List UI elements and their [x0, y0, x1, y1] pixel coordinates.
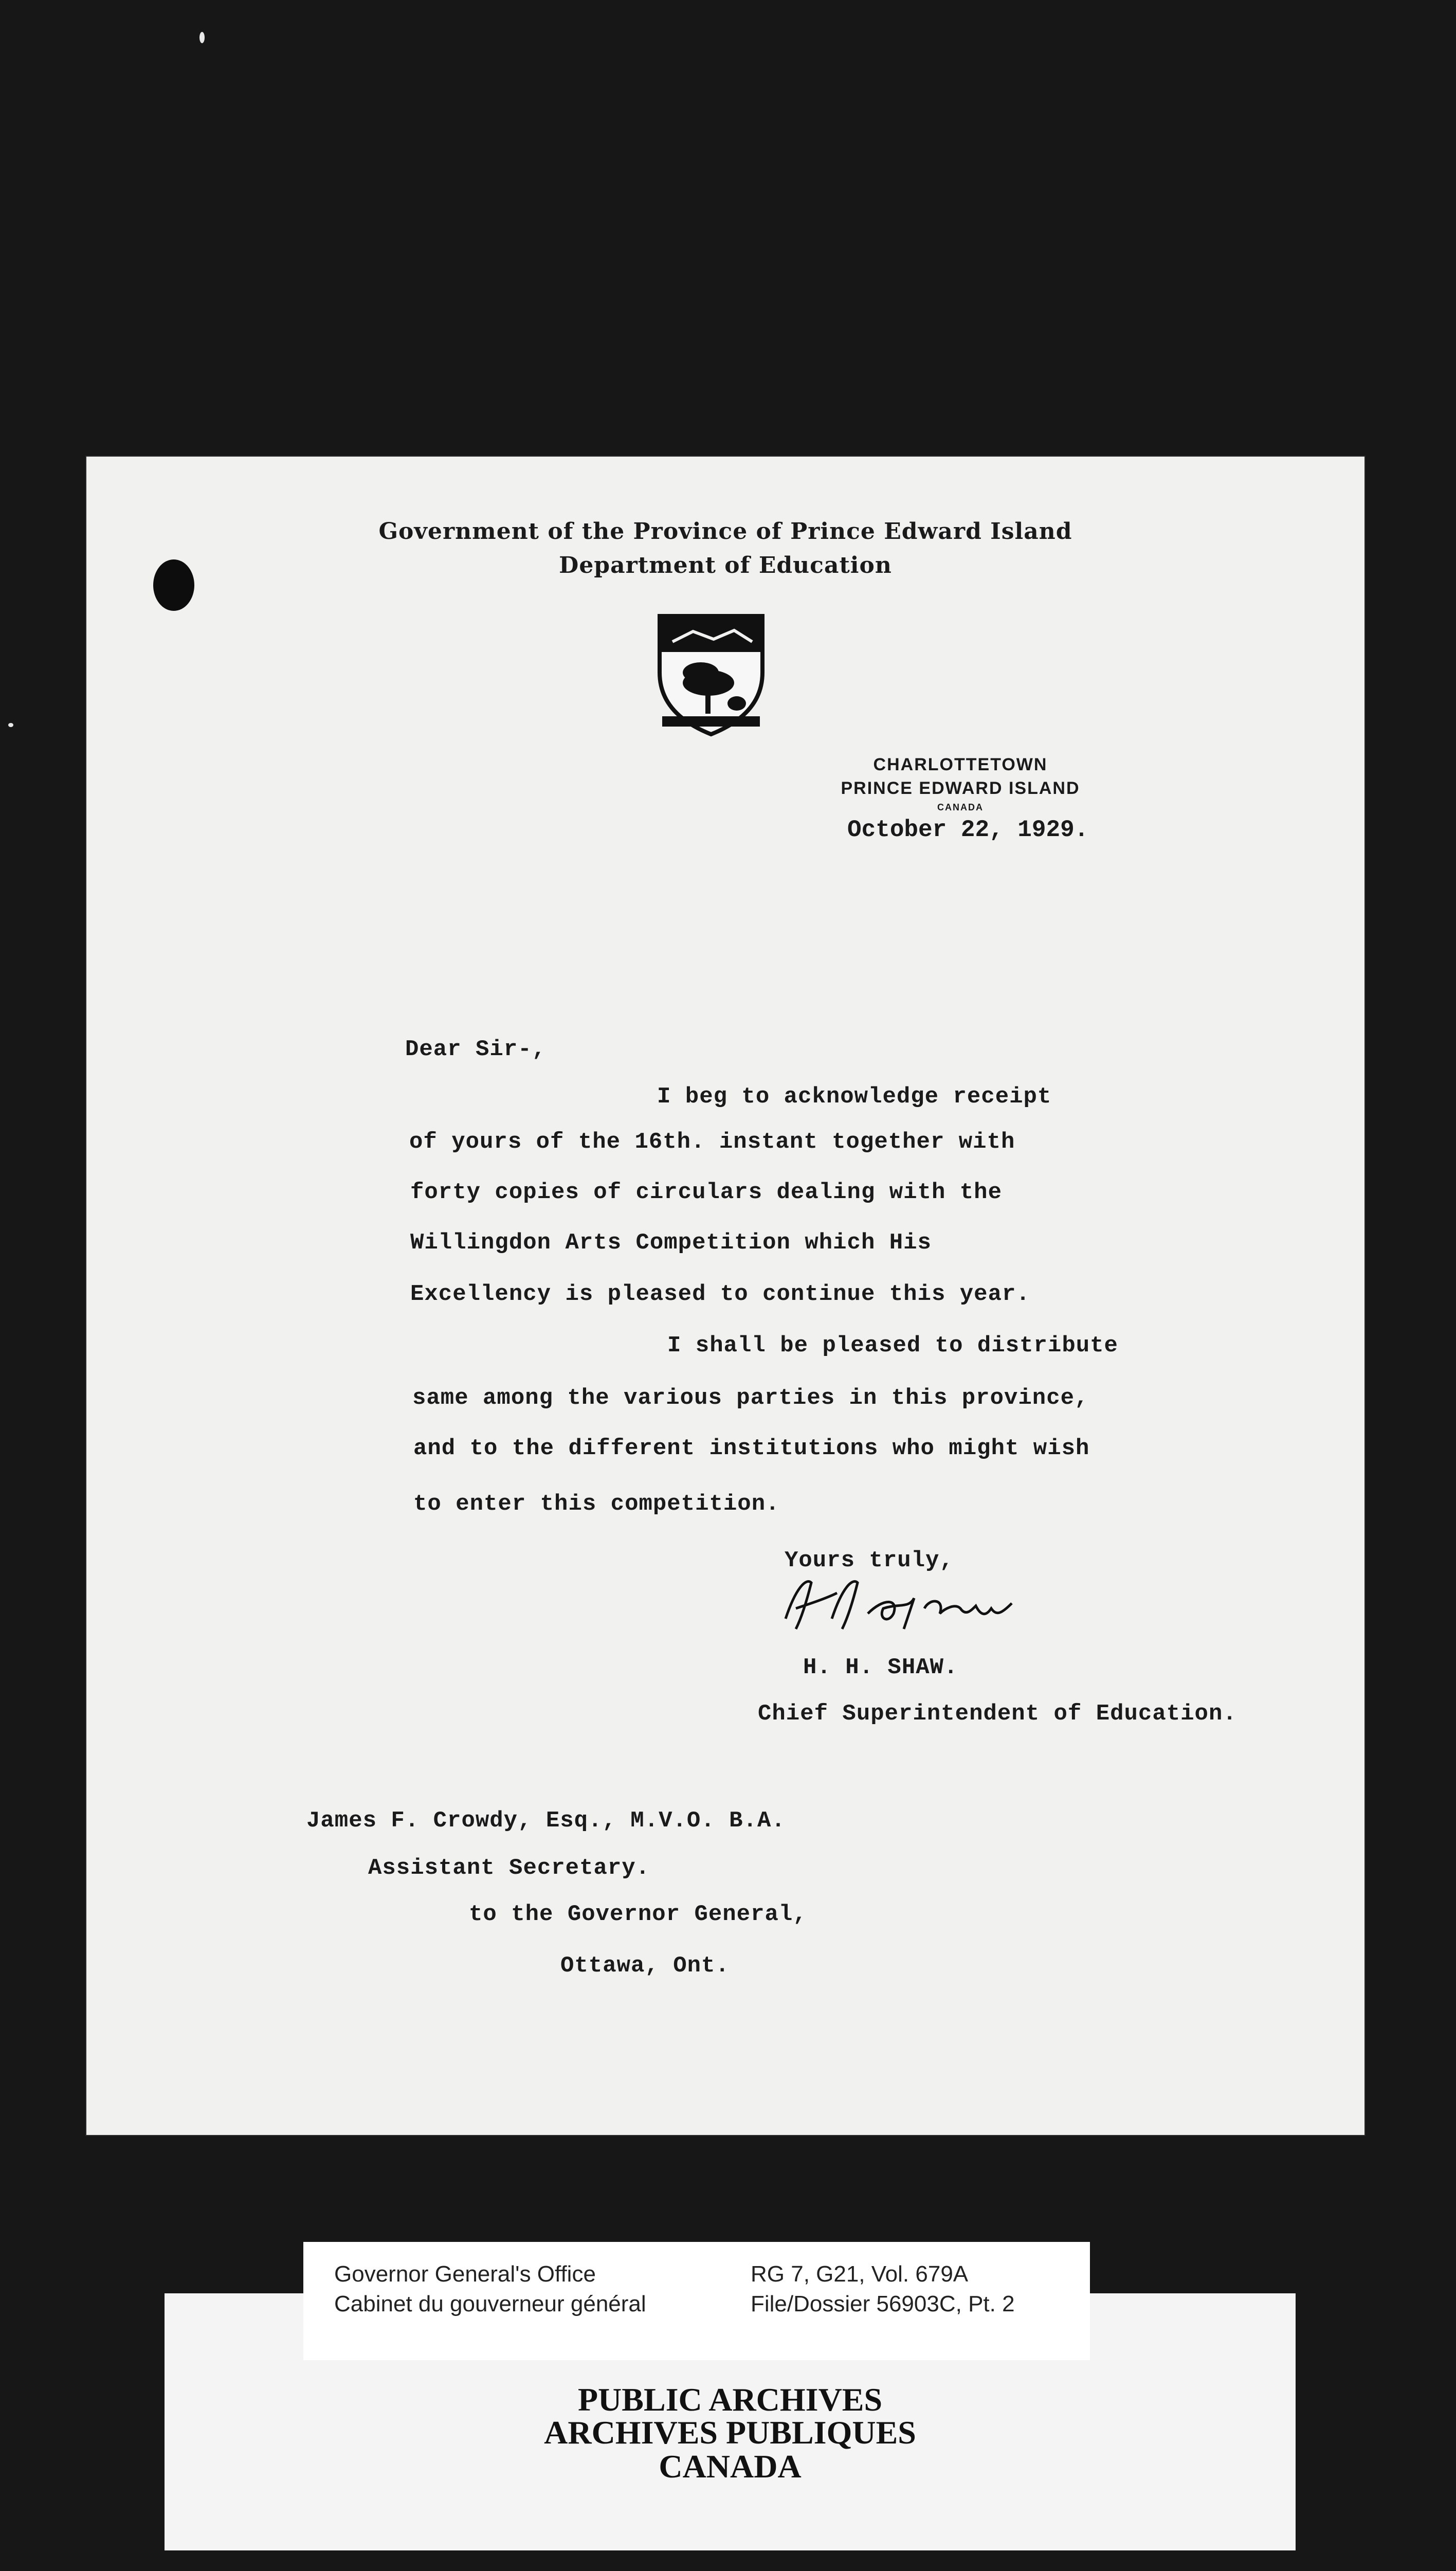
film-speck	[199, 32, 205, 43]
salutation: Dear Sir-,	[405, 1037, 547, 1062]
office-en: Governor General's Office	[334, 2261, 596, 2287]
body-line: of yours of the 16th. instant together with	[409, 1129, 1015, 1155]
closing: Yours truly,	[785, 1548, 954, 1573]
archive-ref-file: File/Dossier 56903C, Pt. 2	[751, 2291, 1015, 2316]
body-line: I beg to acknowledge receipt	[657, 1084, 1052, 1110]
body-line: Willingdon Arts Competition which His	[410, 1230, 932, 1256]
letterhead-department: Department of Education	[559, 552, 892, 578]
letterhead-country: CANADA	[937, 802, 984, 812]
body-line: I shall be pleased to distribute	[667, 1333, 1118, 1359]
body-line: to enter this competition.	[413, 1491, 780, 1517]
letterhead-city: CHARLOTTETOWN	[873, 755, 1048, 774]
recipient-to: to the Governor General,	[469, 1902, 807, 1927]
handwritten-signature	[775, 1567, 1032, 1634]
body-line: forty copies of circulars dealing with the	[410, 1180, 1002, 1205]
recipient-name: James F. Crowdy, Esq., M.V.O. B.A.	[306, 1808, 786, 1834]
letter-date: October 22, 1929.	[847, 817, 1089, 843]
archive-ref-volume: RG 7, G21, Vol. 679A	[751, 2261, 969, 2287]
signer-title: Chief Superintendent of Education.	[758, 1701, 1237, 1727]
body-line: same among the various parties in this province,	[412, 1385, 1089, 1411]
archive-banner-line2: ARCHIVES PUBLIQUES	[544, 2414, 916, 2451]
body-line: and to the different institutions who might wish	[413, 1436, 1090, 1461]
recipient-place: Ottawa, Ont.	[560, 1953, 730, 1979]
archive-banner-line3: CANADA	[659, 2448, 802, 2485]
letterhead-province: PRINCE EDWARD ISLAND	[841, 778, 1080, 798]
film-speck	[8, 723, 13, 727]
body-line: Excellency is pleased to continue this year.	[410, 1281, 1030, 1307]
letterhead-government: Government of the Province of Prince Edward Island	[378, 518, 1072, 545]
signer-name: H. H. SHAW.	[803, 1655, 958, 1680]
archive-banner-line1: PUBLIC ARCHIVES	[577, 2381, 883, 2418]
recipient-title: Assistant Secretary.	[368, 1855, 650, 1881]
coat-of-arms-icon	[652, 611, 770, 745]
letter-page	[86, 457, 1364, 2135]
office-fr: Cabinet du gouverneur général	[334, 2291, 646, 2316]
